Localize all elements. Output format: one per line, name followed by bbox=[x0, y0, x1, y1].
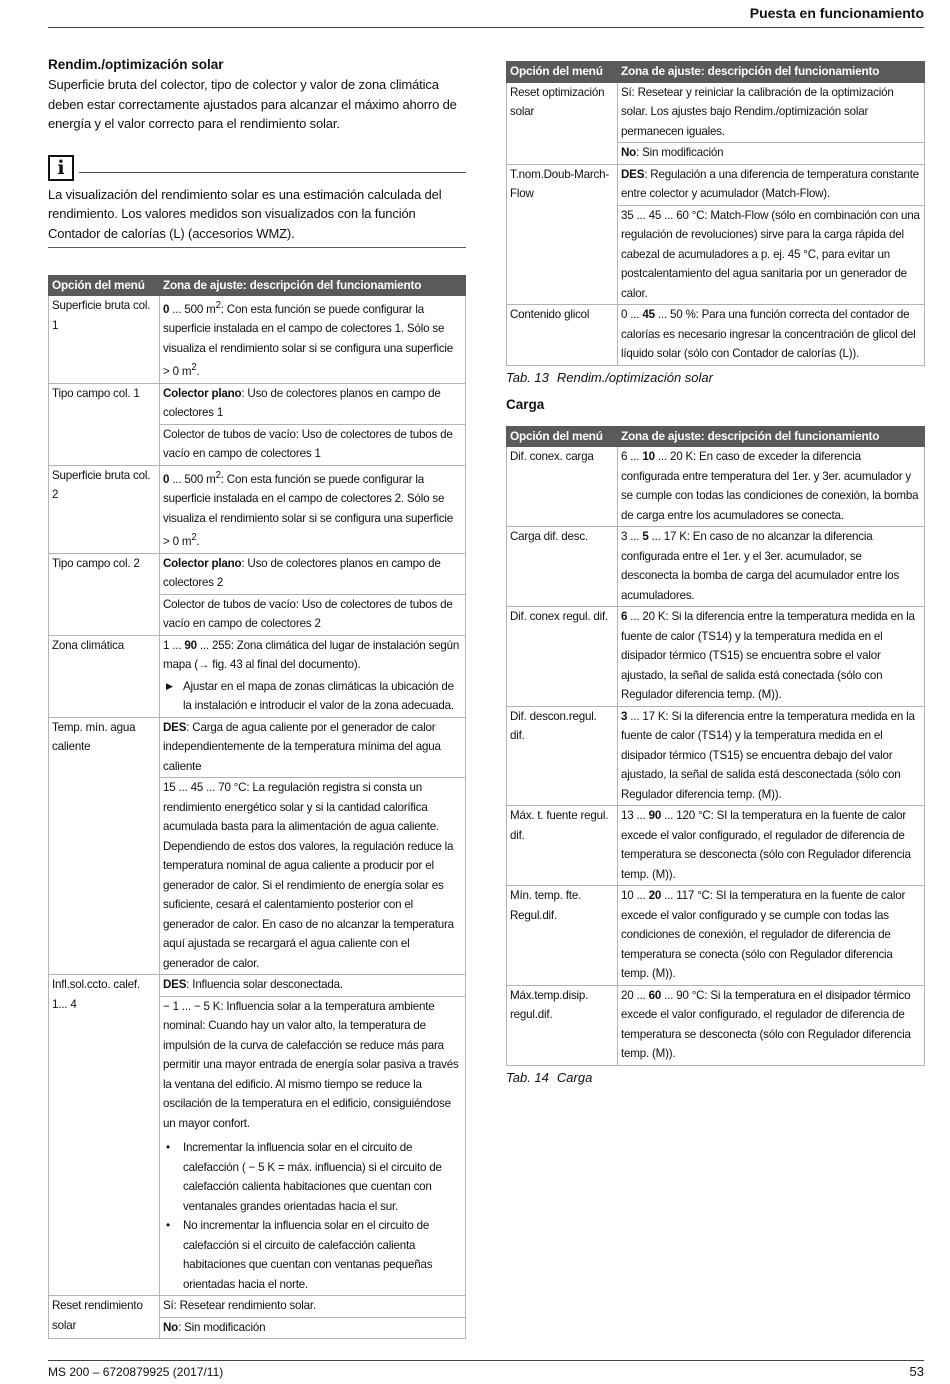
setting-cell: DES: Regulación a una diferencia de temperatura constante entre colector y acumulador (Match-Flow). bbox=[618, 164, 925, 205]
table-row bbox=[507, 164, 925, 205]
option-cell: Máx. t. fuente regul. dif. bbox=[507, 806, 618, 886]
option-cell: Mín. temp. fte. Regul.dif. bbox=[507, 886, 618, 986]
setting-cell: 3 ... 5 ... 17 K: En caso de no alcanzar la diferencia configurada entre el 1er. y el 3er. acumulador, se desconecta la bomba de carga del acumulador entre los acumuladores. bbox=[618, 527, 925, 607]
setting-cell: DES: Influencia solar desconectada. bbox=[160, 975, 466, 997]
page-footer bbox=[48, 1360, 924, 1384]
page-number: 53 bbox=[909, 1364, 924, 1379]
solar-optimization-table bbox=[506, 61, 925, 366]
col-header-option: Opción del menú bbox=[507, 426, 618, 447]
option-cell: T.nom.Doub-March-Flow bbox=[507, 164, 618, 305]
setting-cell: Colector plano: Uso de colectores planos en campo de colectores 2 bbox=[160, 553, 466, 594]
option-cell: Máx.temp.disip. regul.dif. bbox=[507, 985, 618, 1065]
section-title-carga: Carga bbox=[506, 396, 545, 412]
option-cell: Carga dif. desc. bbox=[507, 527, 618, 607]
table-caption: Tab. 13 Rendim./optimización solar bbox=[506, 369, 713, 385]
option-cell: Infl.sol.ccto. calef. 1... 4 bbox=[49, 975, 160, 1296]
setting-cell: Colector plano: Uso de colectores planos en campo de colectores 1 bbox=[160, 383, 466, 424]
option-cell: Superficie bruta col. 1 bbox=[49, 296, 160, 384]
setting-cell: 10 ... 20 ... 117 °C: SI la temperatura en la fuente de calor excede el valor configurado y se cumple con todas las condiciones de conexión, el regulador de diferencia de temperatura se conecta (sólo con Regulador diferencia temp. (M)). bbox=[618, 886, 925, 986]
table-caption: Tab. 14 Carga bbox=[506, 1069, 593, 1085]
table-row bbox=[507, 886, 925, 986]
option-cell: Contenido glicol bbox=[507, 305, 618, 366]
info-text: La visualización del rendimiento solar es una estimación calculada del rendimiento. Los valores medidos son visualizados con la función Contador de calorías (L) (accesorios WMZ). bbox=[48, 186, 442, 241]
section-title-solar: Rendim./optimización solar bbox=[48, 57, 224, 72]
setting-cell: 0 ... 45 ... 50 %: Para una función correcta del contador de calorías es necesario ingresar la concentración de glicol del líquido solar (sólo con Contador de calorías (L)). bbox=[618, 305, 925, 366]
setting-cell: No: Sin modificación bbox=[160, 1317, 466, 1339]
page-header bbox=[48, 0, 924, 28]
header-title: Puesta en funcionamiento bbox=[749, 5, 924, 21]
option-cell: Zona climática bbox=[49, 635, 160, 717]
table-row bbox=[507, 806, 925, 886]
table-row bbox=[49, 383, 466, 424]
table-row bbox=[507, 607, 925, 707]
setting-cell: Sí: Resetear y reiniciar la calibración de la optimización solar. Los ajustes bajo Rendim./optimización solar permanecen iguales. bbox=[618, 82, 925, 143]
table-row bbox=[49, 1296, 466, 1318]
setting-cell: 0 ... 500 $m^2$: Con esta función se puede configurar la superficie instalada en el campo de colectores 2. Sólo se visualiza el rendimiento solar si se configura una superficie > 0 $m^2$. bbox=[160, 465, 466, 553]
table-header-row bbox=[507, 426, 925, 447]
table-row bbox=[49, 553, 466, 594]
bullet-item: • No incrementar la influencia solar en el circuito de calefacción si el circuito de calefacción calienta habitaciones que cuentan con ventanas pequeñas orientadas hacia el norte. bbox=[163, 1216, 462, 1294]
info-rule bbox=[79, 172, 466, 173]
option-cell: Reset optimización solar bbox=[507, 82, 618, 164]
option-cell: Tipo campo col. 1 bbox=[49, 383, 160, 465]
solar-settings-table bbox=[48, 275, 466, 1339]
table-header-row bbox=[49, 275, 466, 296]
setting-cell: 6 ... 20 K: Si la diferencia entre la temperatura medida en la fuente de calor (TS14) y la temperatura medida en el disipador térmico (TS15) se encuentra sobre el valor ajustado, la señal de salida está conectada (sólo con Regulador diferencia temp. (M)). bbox=[618, 607, 925, 707]
left-column bbox=[48, 57, 466, 1339]
col-header-setting: Zona de ajuste: descripción del funcionamiento bbox=[618, 62, 925, 83]
setting-cell: − 1 ... − 5 K: Influencia solar a la temperatura ambiente nominal: Cuando hay un valor alto, la temperatura de impulsión de la curva de calefacción se reduce más para permitir una mayor entrada de energía solar pasiva a través la ventana del edificio. Al mismo tiempo se reduce la oscilación de la temperatura en el edificio, consiguiéndose un mayor confort. • Incrementar la influencia solar en el circuito de calefacción ( − 5 K = máx. influencia) si el circuito de calefacción calienta habitaciones que cuentan con ventanales grandes orientadas hacia el sur. • No incrementar la influencia solar en el circuito de calefacción si el circuito de calefacción calienta habitaciones que cuentan con ventanas pequeñas orientadas hacia el norte. bbox=[160, 996, 466, 1296]
setting-cell: 0 ... 500 $m^2$: Con esta función se puede configurar la superficie instalada en el campo de colectores 1. Sólo se visualiza el rendimiento solar si se configura una superficie > 0 $m^2$. bbox=[160, 296, 466, 384]
setting-cell: 35 ... 45 ... 60 °C: Match-Flow (sólo en combinación con una regulación de revoluciones) sirve para la carga rápida del cabezal de acumuladores a p. ej. 45 °C, para evitar un postcalentamiento del agua sanitaria por un generador de calor. bbox=[618, 205, 925, 305]
table-row bbox=[49, 717, 466, 778]
setting-cell: 3 ... 17 K: Si la diferencia entre la temperatura medida en la fuente de calor (TS14) y la temperatura medida en el disipador térmico (TS15) se encuentra debajo del valor ajustado, la señal de salida está desconectada (sólo con Regulador diferencia temp. (M)). bbox=[618, 706, 925, 806]
setting-cell: DES: Carga de agua caliente por el generador de calor independientemente de la temperatura mínima del agua caliente bbox=[160, 717, 466, 778]
table-row bbox=[49, 635, 466, 717]
instruction-item: ▶ Ajustar en el mapa de zonas climáticas la ubicación de la instalación e introducir el valor de la zona adecuada. bbox=[163, 677, 462, 716]
col-header-setting: Zona de ajuste: descripción del funcionamiento bbox=[618, 426, 925, 447]
table-row bbox=[507, 447, 925, 527]
info-icon: i bbox=[48, 155, 74, 181]
setting-cell: 13 ... 90 ... 120 °C: SI la temperatura en la fuente de calor excede el valor configurado, el regulador de diferencia de temperatura se desconecta (sólo con Regulador diferencia temp. (M)). bbox=[618, 806, 925, 886]
document-id: MS 200 – 6720879925 (2017/11) bbox=[48, 1365, 224, 1379]
option-cell: Dif. conex. carga bbox=[507, 447, 618, 527]
right-column bbox=[506, 61, 925, 1085]
table-row bbox=[507, 527, 925, 607]
intro-text: Superficie bruta del colector, tipo de colector y valor de zona climática deben estar correctamente ajustados para alcanzar el máximo ahorro de energía y el valor correcto para el rendimiento solar. bbox=[48, 77, 457, 132]
carga-table bbox=[506, 426, 925, 1066]
option-cell: Superficie bruta col. 2 bbox=[49, 465, 160, 553]
col-header-option: Opción del menú bbox=[507, 62, 618, 83]
table-row bbox=[49, 465, 466, 553]
setting-cell: No: Sin modificación bbox=[618, 143, 925, 165]
table-header-row bbox=[507, 62, 925, 83]
option-cell: Dif. conex regul. dif. bbox=[507, 607, 618, 707]
table-row bbox=[507, 82, 925, 143]
setting-cell: 1 ... 90 ... 255: Zona climática del lugar de instalación según mapa (→ fig. 43 al final del documento). ▶ Ajustar en el mapa de zonas climáticas la ubicación de la instalación e introducir el valor de la zona adecuada. bbox=[160, 635, 466, 717]
option-cell: Tipo campo col. 2 bbox=[49, 553, 160, 635]
table-row bbox=[49, 975, 466, 997]
table-row bbox=[49, 296, 466, 384]
bullet-item: • Incrementar la influencia solar en el circuito de calefacción ( − 5 K = máx. influencia) si el circuito de calefacción calienta habitaciones que cuentan con ventanales grandes orientadas hacia el sur. bbox=[163, 1138, 462, 1216]
setting-cell: 15 ... 45 ... 70 °C: La regulación registra si consta un rendimiento energético solar y si la cantidad calorífica acumulada basta para la alimentación de agua caliente. Dependiendo de estos dos valores, la regulación reduce la temperatura nominal de agua caliente a producir por el generador de calor. Si el rendimiento de energía solar es suficiente, cesará el calentamiento posterior con el generador de calor. En caso de no alcanzar la temperatura aquí ajustada se recargará el agua caliente con el generador de calor. bbox=[160, 778, 466, 975]
setting-cell: 6 ... 10 ... 20 K: En caso de exceder la diferencia configurada entre temperatura del 1er. y 3er. acumulador y se cumple con todas las condiciones de conexión, la bomba de carga entre los acumuladores se conecta. bbox=[618, 447, 925, 527]
option-cell: Dif. descon.regul. dif. bbox=[507, 706, 618, 806]
table-row bbox=[507, 985, 925, 1065]
info-note bbox=[48, 155, 466, 248]
option-cell: Temp. mín. agua caliente bbox=[49, 717, 160, 975]
setting-cell: Colector de tubos de vacío: Uso de colectores de tubos de vacío en campo de colectores 1 bbox=[160, 424, 466, 465]
setting-cell: 20 ... 60 ... 90 °C: Si la temperatura en el disipador térmico excede el valor configurado, el regulador de diferencia de temperatura se desconecta (sólo con Regulador diferencia temp. (M)). bbox=[618, 985, 925, 1065]
option-cell: Reset rendimiento solar bbox=[49, 1296, 160, 1339]
col-header-setting: Zona de ajuste: descripción del funcionamiento bbox=[160, 275, 466, 296]
table-row bbox=[507, 706, 925, 806]
setting-cell: Colector de tubos de vacío: Uso de colectores de tubos de vacío en campo de colectores 2 bbox=[160, 594, 466, 635]
setting-cell: Sí: Resetear rendimiento solar. bbox=[160, 1296, 466, 1318]
col-header-option: Opción del menú bbox=[49, 275, 160, 296]
table-row bbox=[507, 305, 925, 366]
